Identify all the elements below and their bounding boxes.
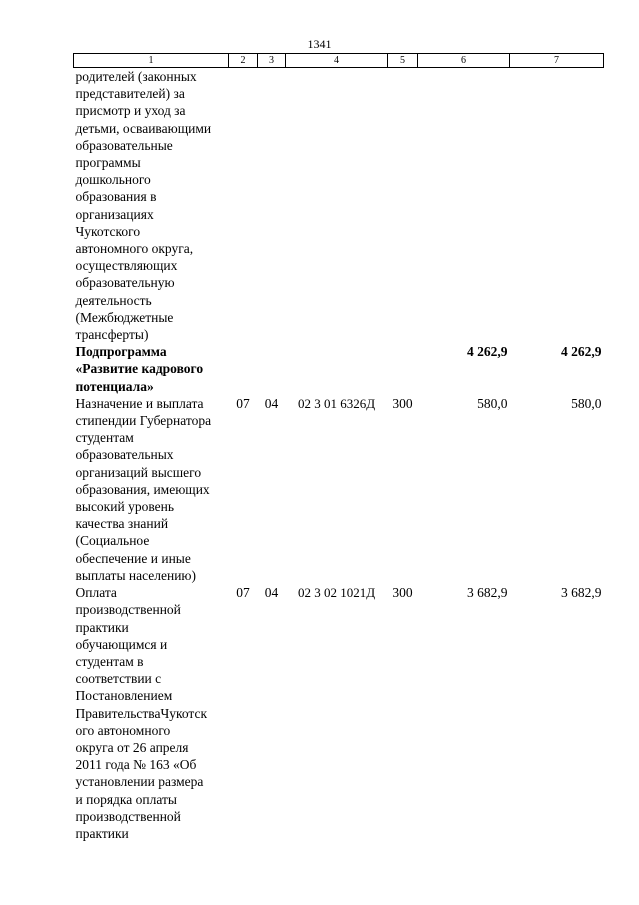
page-number: 1341 [307, 37, 332, 51]
table-row [74, 343, 604, 395]
target-article-code [286, 343, 388, 395]
description-line: (Межбюджетные [75, 309, 174, 325]
amount-column-7 [510, 68, 604, 344]
target-article-code: 02 3 02 1021Д [297, 585, 376, 601]
table-row [74, 395, 604, 584]
description-line: дошкольного [75, 172, 151, 188]
row-description [74, 584, 229, 842]
amount-column-7: 580,0 [571, 395, 602, 411]
description-line: округа от 26 апреля [75, 739, 189, 755]
expense-type-code: 300 [392, 585, 413, 601]
expense-type-code: 300 [392, 395, 413, 411]
description-line: образовательную [75, 275, 175, 291]
column-header-3: 3 [258, 54, 286, 68]
amount-column-6: 3 682,9 [467, 585, 508, 601]
description-line: организациях [75, 206, 154, 222]
target-article-code: 02 3 01 6326Д [297, 395, 376, 411]
description-line: образования в [75, 189, 157, 205]
description-line: высокий уровень [75, 499, 174, 515]
description-line: «Развитие кадрового [75, 361, 204, 377]
target-article-code [286, 68, 388, 344]
table-row [74, 584, 604, 842]
description-line: образовательные [75, 137, 173, 153]
description-line: присмотр и уход за [75, 103, 186, 119]
description-line: Постановлением [75, 688, 173, 704]
description-line: практики [75, 619, 129, 635]
description-line: организаций высшего [75, 464, 202, 480]
description-line: студентам [75, 430, 134, 446]
column-header-2: 2 [229, 54, 258, 68]
description-line: детьми, осваивающими [75, 120, 212, 136]
description-line: (Социальное [75, 533, 150, 549]
description-line: образовательных [75, 447, 174, 463]
budget-table [73, 53, 604, 842]
row-description [74, 395, 229, 584]
description-line: производственной [75, 808, 181, 824]
description-line: практики [75, 825, 129, 841]
description-line: родителей (законных [75, 69, 197, 84]
description-line: выплаты населению) [75, 567, 197, 583]
description-line: образования, имеющих [75, 481, 210, 497]
description-line: ого автономного [75, 722, 171, 738]
column-header-1: 1 [74, 54, 229, 68]
description-line: и порядка оплаты [75, 791, 177, 807]
description-line: соответствии с [75, 671, 162, 687]
subsection-code [258, 68, 286, 344]
description-line: Чукотского [75, 223, 141, 239]
row-description [74, 343, 229, 395]
row-description [74, 68, 229, 344]
section-code [229, 68, 258, 344]
expense-type-code [388, 343, 418, 395]
expense-type-code [388, 68, 418, 344]
description-line: качества знаний [75, 516, 169, 532]
description-line: стипендии Губернатора [75, 413, 212, 429]
description-line: Оплата [75, 585, 117, 601]
amount-column-7: 3 682,9 [561, 585, 602, 601]
column-header-7: 7 [510, 54, 604, 68]
column-header-4: 4 [286, 54, 388, 68]
subsection-code [258, 343, 286, 395]
description-line: 2011 года № 163 «Об [75, 757, 197, 773]
subsection-code: 04 [264, 585, 279, 601]
description-line: производственной [75, 602, 181, 618]
description-line: студентам в [75, 653, 144, 669]
column-header-5: 5 [388, 54, 418, 68]
table-body [74, 68, 604, 843]
description-line: автономного округа, [75, 241, 194, 257]
section-code: 07 [236, 585, 250, 601]
description-line: деятельность [75, 292, 152, 308]
description-line: Подпрограмма [75, 344, 167, 360]
amount-column-6: 4 262,9 [467, 344, 508, 360]
description-line: Назначение и выплата [75, 395, 204, 411]
column-number-header-row [74, 54, 604, 68]
description-line: программы [75, 155, 141, 171]
table-row [74, 68, 604, 344]
amount-column-6 [418, 68, 510, 344]
amount-column-7: 4 262,9 [561, 344, 602, 360]
section-code: 07 [236, 395, 250, 411]
description-line: ПравительстваЧукотск [75, 705, 208, 721]
amount-column-6: 580,0 [477, 395, 508, 411]
description-line: представителей) за [75, 86, 185, 102]
description-line: потенциала» [75, 378, 154, 394]
description-line: трансферты) [75, 327, 149, 343]
description-line: обучающимся и [75, 636, 168, 652]
column-header-6: 6 [418, 54, 510, 68]
subsection-code: 04 [264, 395, 279, 411]
section-code [229, 343, 258, 395]
description-line: осуществляющих [75, 258, 178, 274]
description-line: установлении размера [75, 774, 204, 790]
description-line: обеспечение и иные [75, 550, 191, 566]
